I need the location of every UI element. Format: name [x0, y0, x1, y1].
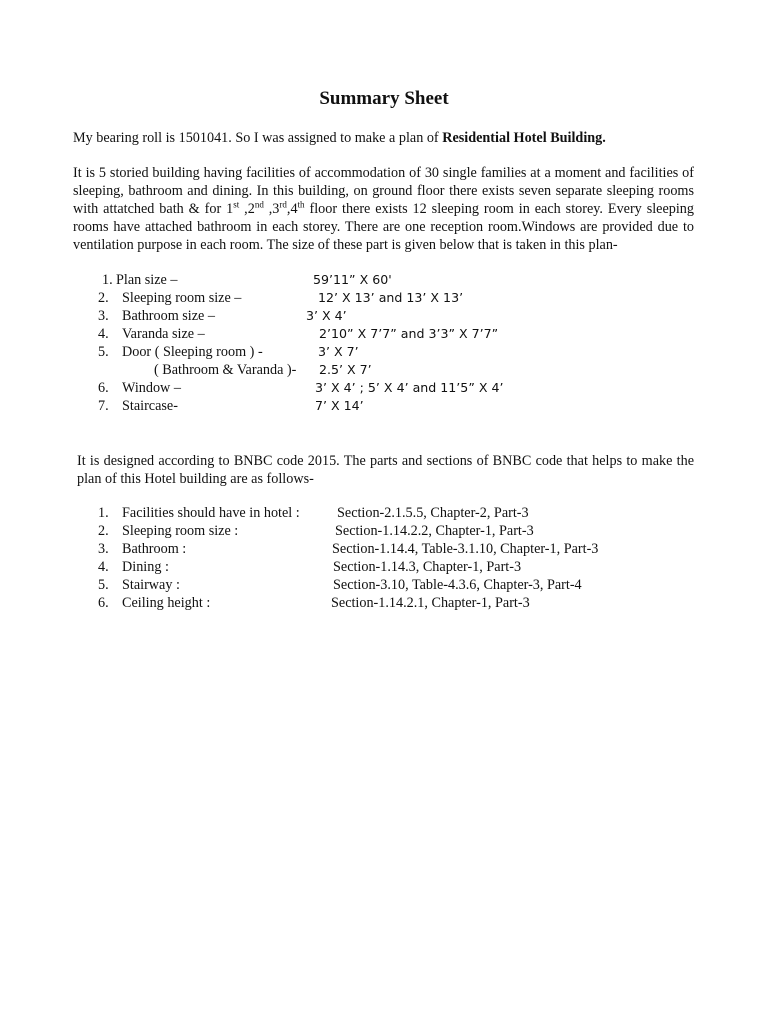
item-label: Sleeping room size : — [122, 523, 239, 539]
item-value: 3’ X 4’ — [306, 308, 347, 323]
list-item — [0, 558, 768, 576]
item-label: Window – — [122, 380, 181, 396]
item-value: Section-2.1.5.5, Chapter-2, Part-3 — [337, 505, 529, 521]
intro-bold-text: Residential Hotel Building. — [442, 130, 606, 146]
item-value: 12’ X 13’ and 13’ X 13’ — [318, 290, 464, 305]
item-number: 7. — [98, 398, 109, 414]
description-text-2: floor there exists 12 sleeping room in each storey. Every sleeping rooms have attached bathroom in each storey. There are one reception room.Windows are provided due to ventilation purpose in each room. The size of these part is given below that is taken in this plan- — [73, 201, 694, 253]
list-item — [0, 289, 768, 307]
list-item — [0, 576, 768, 594]
item-value: 3’ X 7’ — [318, 344, 359, 359]
item-number: 3. — [98, 308, 109, 324]
item-number: 5. — [98, 344, 109, 360]
list-item — [0, 397, 768, 415]
superscript-3: rd — [279, 199, 287, 210]
item-label: Facilities should have in hotel : — [122, 505, 300, 521]
description-text-1: It is 5 storied building having facilities of accommodation of 30 single families at a moment and facilities of sleeping, bathroom and dining. In this building, on ground floor there exists seven separate sleeping rooms with attatched bath & for 1 — [73, 165, 694, 217]
list-item — [0, 540, 768, 558]
item-value: Section-1.14.2.1, Chapter-1, Part-3 — [331, 595, 530, 611]
item-value: 2’10” X 7’7” and 3’3” X 7’7” — [319, 326, 499, 341]
item-value: 59’11” X 60' — [313, 272, 392, 287]
item-number: 1. — [102, 272, 113, 288]
list-item — [0, 594, 768, 612]
list-item — [0, 522, 768, 540]
item-value: 3’ X 4’ ; 5’ X 4’ and 11’5” X 4’ — [315, 380, 504, 395]
item-number: 2. — [98, 290, 109, 306]
item-number: 4. — [98, 559, 109, 575]
item-label: Plan size – — [116, 272, 178, 288]
list-item — [0, 325, 768, 343]
item-number: 3. — [98, 541, 109, 557]
list-item — [0, 343, 768, 361]
item-value: 2.5’ X 7’ — [319, 362, 372, 377]
item-label: Ceiling height : — [122, 595, 211, 611]
item-value: 7’ X 14’ — [315, 398, 364, 413]
intro-paragraph — [73, 129, 694, 147]
item-label: Dining : — [122, 559, 169, 575]
page-title: Summary Sheet — [319, 88, 449, 109]
list-item — [0, 361, 768, 379]
item-label: Sleeping room size – — [122, 290, 242, 306]
description-sep-2: ,3 — [263, 201, 280, 217]
superscript-2: nd — [254, 199, 264, 210]
item-label: Staircase- — [122, 398, 178, 414]
item-value: Section-1.14.3, Chapter-1, Part-3 — [333, 559, 522, 575]
item-number: 2. — [98, 523, 109, 539]
list-item — [0, 504, 768, 522]
description-sep-1: ,2 — [239, 201, 255, 217]
bnbc-paragraph: It is designed according to BNBC code 2015. The parts and sections of BNBC code that helps to make the plan of this Hotel building are as follows- — [77, 453, 694, 487]
item-number: 6. — [98, 380, 109, 396]
intro-text: My bearing roll is 1501041. So I was assigned to make a plan of — [73, 130, 443, 146]
item-number: 1. — [98, 505, 109, 521]
item-value: Section-3.10, Table-4.3.6, Chapter-3, Part-4 — [333, 577, 582, 593]
item-label: Bathroom : — [122, 541, 187, 557]
list-item — [0, 271, 768, 289]
item-number: 4. — [98, 326, 109, 342]
superscript-4: th — [297, 199, 305, 210]
item-label: Stairway : — [122, 577, 180, 593]
list-item — [0, 379, 768, 397]
item-label: Door ( Sleeping room ) - — [122, 344, 263, 360]
description-paragraph — [73, 164, 694, 254]
item-label: Bathroom size – — [122, 308, 215, 324]
item-number: 6. — [98, 595, 109, 611]
superscript-1: st — [233, 199, 240, 210]
item-label: Varanda size – — [122, 326, 205, 342]
item-value: Section-1.14.2.2, Chapter-1, Part-3 — [335, 523, 534, 539]
item-number: 5. — [98, 577, 109, 593]
item-label: ( Bathroom & Varanda )- — [154, 362, 297, 378]
item-value: Section-1.14.4, Table-3.1.10, Chapter-1, Part-3 — [332, 541, 599, 557]
description-sep-3: ,4 — [286, 201, 298, 217]
list-item — [0, 307, 768, 325]
